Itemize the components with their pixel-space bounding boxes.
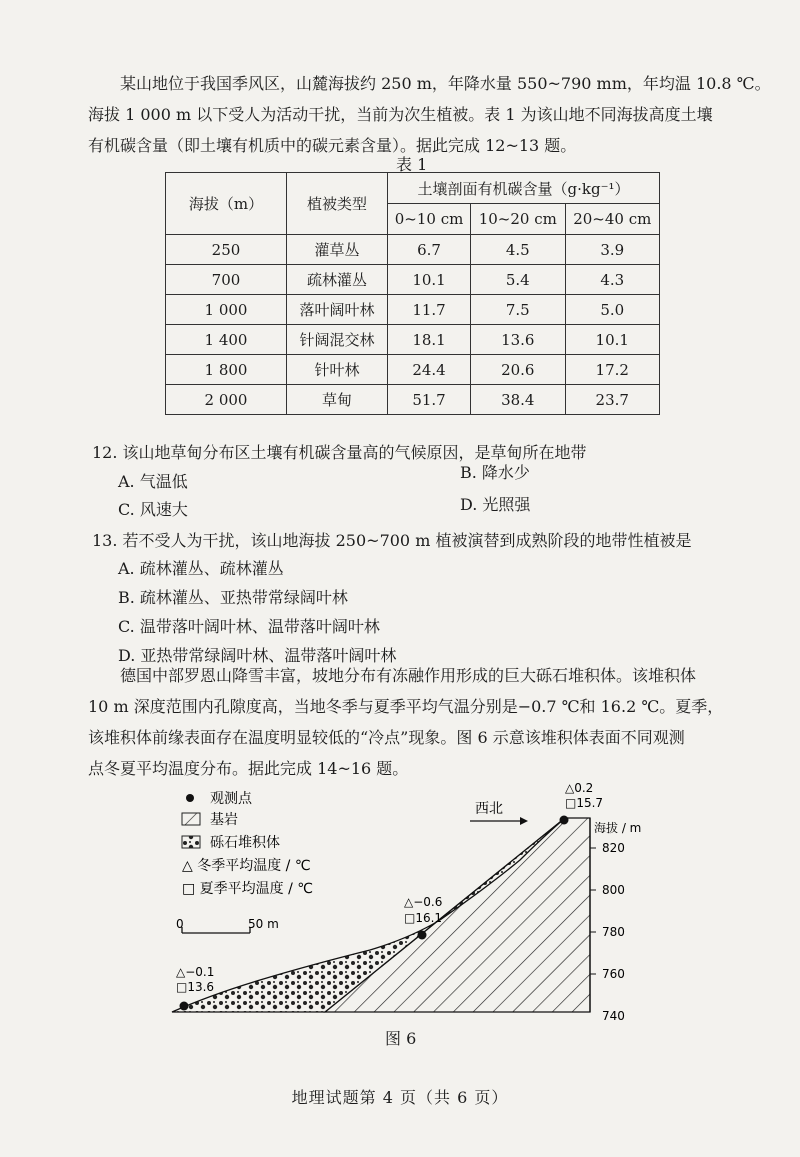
passage-1-line: 有机碳含量（即土壤有机质中的碳元素含量）。据此完成 12~13 题。 bbox=[88, 136, 577, 155]
direction-label: 西北 bbox=[475, 801, 503, 817]
header-depth: 10~20 cm bbox=[471, 204, 565, 235]
altitude-axis bbox=[590, 818, 641, 1023]
cell-value: 5.0 bbox=[565, 295, 659, 325]
q12-option-d[interactable]: D. 光照强 bbox=[460, 495, 531, 514]
legend-bedrock-swatch bbox=[182, 813, 200, 825]
passage-2-line: 该堆积体前缘表面存在温度明显较低的“冷点”现象。图 6 示意该堆积体表面不同观测 bbox=[88, 728, 685, 747]
axis-tick: 780 bbox=[602, 925, 625, 939]
cell-altitude: 1 000 bbox=[166, 295, 287, 325]
cell-value: 4.5 bbox=[471, 235, 565, 265]
passage-2-line: 10 m 深度范围内孔隙度高，当地冬季与夏季平均气温分别是−0.7 ℃和 16.2 ℃。夏季， bbox=[88, 697, 724, 716]
legend-gravel-swatch bbox=[182, 836, 200, 848]
passage-1-line: 某山地位于我国季风区，山麓海拔约 250 m，年降水量 550~790 mm，年均温 10.8 ℃。 bbox=[120, 74, 771, 93]
cell-altitude: 2 000 bbox=[166, 385, 287, 415]
figure-caption: 图 6 bbox=[385, 1029, 417, 1048]
header-carbon: 土壤剖面有机碳含量（g·kg⁻¹） bbox=[388, 173, 660, 204]
cell-altitude: 1 400 bbox=[166, 325, 287, 355]
passage-1 bbox=[88, 68, 771, 161]
passage-2 bbox=[88, 660, 768, 784]
cell-altitude: 250 bbox=[166, 235, 287, 265]
passage-1-line: 海拔 1 000 m 以下受人为活动干扰，当前为次生植被。表 1 为该山地不同海拔高度土壤 bbox=[88, 105, 713, 124]
axis-tick: 760 bbox=[602, 967, 625, 981]
cell-value: 10.1 bbox=[565, 325, 659, 355]
legend-bedrock-label: 基岩 bbox=[210, 812, 238, 828]
legend-summer-label: □ 夏季平均温度 / ℃ bbox=[182, 881, 314, 897]
q12-option-a[interactable]: A. 气温低 bbox=[118, 472, 188, 491]
table-row bbox=[166, 265, 660, 295]
table-row bbox=[166, 355, 660, 385]
figure-6 bbox=[170, 780, 670, 1050]
soil-carbon-table bbox=[165, 172, 660, 415]
scale-label: 50 m bbox=[248, 917, 279, 931]
cell-value: 3.9 bbox=[565, 235, 659, 265]
point-winter-temp: △−0.1 bbox=[176, 965, 215, 979]
cell-vegetation: 灌草丛 bbox=[287, 235, 388, 265]
cell-value: 38.4 bbox=[471, 385, 565, 415]
header-vegetation: 植被类型 bbox=[287, 173, 388, 235]
cell-altitude: 1 800 bbox=[166, 355, 287, 385]
direction-indicator bbox=[470, 801, 528, 825]
axis-tick: 820 bbox=[602, 841, 625, 855]
cell-value: 20.6 bbox=[471, 355, 565, 385]
figure-legend bbox=[182, 790, 313, 897]
question-13-stem: 13. 若不受人为干扰，该山地海拔 250~700 m 植被演替到成熟阶段的地带性植被是 bbox=[92, 531, 692, 550]
cell-value: 17.2 bbox=[565, 355, 659, 385]
cell-vegetation: 落叶阔叶林 bbox=[287, 295, 388, 325]
legend-gravel-label: 砾石堆积体 bbox=[210, 835, 280, 851]
cell-vegetation: 疏林灌丛 bbox=[287, 265, 388, 295]
cell-value: 24.4 bbox=[388, 355, 471, 385]
page-footer: 地理试题第 4 页（共 6 页） bbox=[291, 1088, 509, 1107]
cell-value: 4.3 bbox=[565, 265, 659, 295]
cell-vegetation: 针叶林 bbox=[287, 355, 388, 385]
q13-option-b[interactable]: B. 疏林灌丛、亚热带常绿阔叶林 bbox=[118, 588, 348, 607]
point-summer-temp: □16.1 bbox=[404, 911, 443, 925]
cell-value: 13.6 bbox=[471, 325, 565, 355]
scale-bar bbox=[176, 917, 279, 933]
question-12-stem: 12. 该山地草甸分布区土壤有机碳含量高的气候原因，是草甸所在地带 bbox=[92, 443, 587, 462]
q12-option-c[interactable]: C. 风速大 bbox=[118, 500, 188, 519]
cell-value: 11.7 bbox=[388, 295, 471, 325]
scale-zero: 0 bbox=[176, 917, 184, 931]
point-winter-temp: △−0.6 bbox=[404, 895, 443, 909]
legend-point-label: 观测点 bbox=[210, 791, 252, 807]
q13-option-c[interactable]: C. 温带落叶阔叶林、温带落叶阔叶林 bbox=[118, 617, 380, 636]
cell-value: 18.1 bbox=[388, 325, 471, 355]
bedrock-area bbox=[325, 818, 590, 1012]
legend-winter-label: △ 冬季平均温度 / ℃ bbox=[182, 858, 311, 874]
cell-value: 5.4 bbox=[471, 265, 565, 295]
cell-value: 6.7 bbox=[388, 235, 471, 265]
header-altitude: 海拔（m） bbox=[166, 173, 287, 235]
axis-tick: 740 bbox=[602, 1009, 625, 1023]
table-row bbox=[166, 385, 660, 415]
legend-point-symbol bbox=[186, 794, 194, 802]
passage-2-line: 点冬夏平均温度分布。据此完成 14~16 题。 bbox=[88, 759, 409, 778]
axis-title: 海拔 / m bbox=[594, 821, 642, 835]
observation-point bbox=[560, 816, 569, 825]
cell-vegetation: 草甸 bbox=[287, 385, 388, 415]
table-row bbox=[166, 325, 660, 355]
table-row bbox=[166, 235, 660, 265]
table-caption: 表 1 bbox=[396, 155, 428, 174]
header-depth: 20~40 cm bbox=[565, 204, 659, 235]
cell-value: 7.5 bbox=[471, 295, 565, 325]
q12-option-b[interactable]: B. 降水少 bbox=[460, 463, 530, 482]
axis-tick: 800 bbox=[602, 883, 625, 897]
cell-altitude: 700 bbox=[166, 265, 287, 295]
passage-2-line: 德国中部罗恩山降雪丰富，坡地分布有冻融作用形成的巨大砾石堆积体。该堆积体 bbox=[120, 666, 697, 685]
q13-option-a[interactable]: A. 疏林灌丛、疏林灌丛 bbox=[118, 559, 284, 578]
point-summer-temp: □15.7 bbox=[565, 796, 604, 810]
observation-point bbox=[180, 1002, 189, 1011]
header-depth: 0~10 cm bbox=[388, 204, 471, 235]
observation-point bbox=[418, 931, 427, 940]
cell-vegetation: 针阔混交林 bbox=[287, 325, 388, 355]
point-summer-temp: □13.6 bbox=[176, 980, 215, 994]
table-row bbox=[166, 295, 660, 325]
point-winter-temp: △0.2 bbox=[565, 781, 594, 795]
cell-value: 23.7 bbox=[565, 385, 659, 415]
cell-value: 10.1 bbox=[388, 265, 471, 295]
cell-value: 51.7 bbox=[388, 385, 471, 415]
q13-option-d[interactable]: D. 亚热带常绿阔叶林、温带落叶阔叶林 bbox=[118, 646, 397, 665]
